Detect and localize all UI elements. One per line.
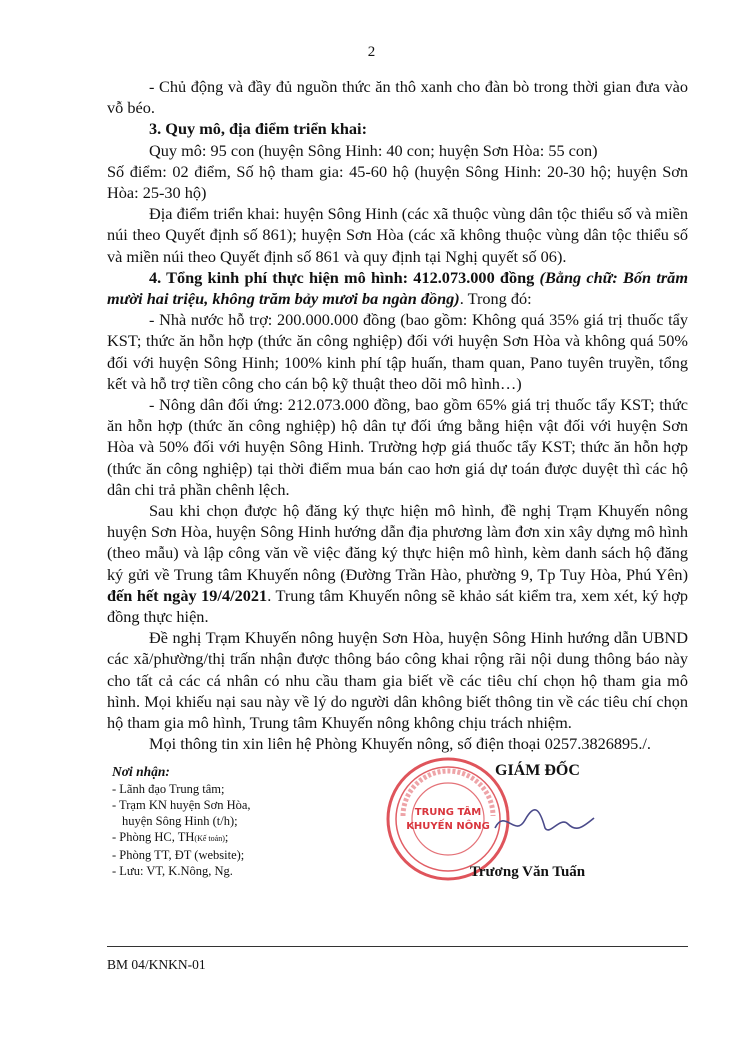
footer-divider [107, 946, 688, 947]
seal-text-line: TRUNG TÂM [414, 807, 482, 818]
heading-italic-text: (Bằng chữ: Bốn trăm mười hai triệu, không trăm bảy mươi ba ngàn đồng) [107, 267, 688, 309]
paragraph: Mọi thông tin xin liên hệ Phòng Khuyến nông, số điện thoại 0257.3826895./. [149, 734, 651, 754]
signer-name: Trương Văn Tuấn [470, 864, 586, 880]
section-heading [107, 267, 688, 309]
paragraph-text: . Trung tâm Khuyến nông sẽ khảo sát kiểm tra, xem xét, ký hợp đồng thực hiện. [107, 585, 689, 627]
recipient-item: - Trạm KN huyện Sơn Hòa, [112, 798, 251, 812]
recipient-tail: ; [224, 830, 229, 844]
recipient-item: - Lưu: VT, K.Nông, Ng. [112, 864, 233, 878]
paragraph: - Chủ động và đầy đủ nguồn thức ăn thô xanh cho đàn bò trong thời gian đưa vào vỗ béo. [107, 77, 688, 118]
paragraph [107, 500, 688, 627]
page-number: 2 [367, 44, 376, 60]
paragraph: Đề nghị Trạm Khuyến nông huyện Sơn Hòa, huyện Sông Hinh hướng dẫn UBND các xã/phường/thị trấn nhận được thông báo công khai rộng rãi nội dung thông báo này cho tất cả các cá nhân có nhu cầu tham gia biết về các tiêu chí chọn hộ tham gia mô hình. Mọi khiếu nại sau này về lý do người dân không biết thông tin về các tiêu chí chọn hộ tham gia mô hình, Trung tâm Khuyến nông không chịu trách nhiệm. [107, 628, 688, 733]
document-body [107, 76, 688, 755]
form-code: BM 04/KNKN-01 [107, 957, 206, 972]
paragraph: - Nông dân đối ứng: 212.073.000 đồng, bao gồm 65% giá trị thuốc tẩy KST; thức ăn hỗn hợp (thức ăn công nghiệp) hộ dân tự đối ứng bằng hiện vật đối với huyện Sơn Hòa và 50% đối với huyện Sông Hinh. Trường hợp giá thuốc tẩy KST; thức ăn hỗn hợp (thức ăn công nghiệp) tại thời điểm mua bán cao hơn giá dự toán được duyệt thì các hộ dân chi trả phần chênh lệch. [107, 395, 688, 499]
seal-text-line: KHUYẾN NÔNG [406, 821, 490, 832]
heading-tail: . Trong đó: [459, 289, 532, 309]
handwritten-signature-icon [490, 798, 600, 848]
signature-block [395, 758, 635, 888]
recipient-item: huyện Sông Hinh (t/h); [122, 814, 238, 828]
paragraph: - Nhà nước hỗ trợ: 200.000.000 đồng (bao gồm: Không quá 35% giá trị thuốc tẩy KST; thức ăn hỗn hợp (thức ăn công nghiệp) đối với huyện Sơn Hòa và không quá 50% đối với huyện Sông Hinh; 100% kinh phí tập huấn, tham quan, Pano tuyên truyền, tổng kết và hỗ trợ tiền công cho cán bộ kỹ thuật theo dõi mô hình…) [107, 310, 688, 393]
recipients-block [112, 764, 342, 879]
signer-title: GIÁM ĐỐC [495, 762, 580, 779]
recipient-subscript: (Kế toán) [194, 834, 225, 843]
paragraph: Địa điểm triển khai: huyện Sông Hinh (các xã thuộc vùng dân tộc thiểu số và miền núi theo Quyết định số 861); huyện Sơn Hòa (các xã không thuộc vùng dân tộc thiểu số và miền núi theo Quyết định số 861 và quy định tại Nghị quyết số 06). [107, 204, 688, 266]
recipient-text: - Phòng HC, TH [112, 830, 195, 844]
recipients-title: Nơi nhận: [112, 764, 170, 779]
recipient-item [112, 829, 342, 847]
deadline-text: đến hết ngày 19/4/2021 [107, 585, 268, 605]
paragraph: Quy mô: 95 con (huyện Sông Hinh: 40 con; huyện Sơn Hòa: 55 con) [149, 140, 598, 160]
heading-text: 4. Tổng kinh phí thực hiện mô hình: 412.073.000 đồng [149, 267, 535, 287]
paragraph: Số điểm: 02 điểm, Số hộ tham gia: 45-60 hộ (huyện Sông Hinh: 20-30 hộ; huyện Sơn Hòa: 25-30 hộ) [107, 161, 688, 203]
section-heading: 3. Quy mô, địa điểm triển khai: [149, 119, 368, 139]
recipient-item: - Lãnh đạo Trung tâm; [112, 782, 225, 796]
paragraph-text: Sau khi chọn được hộ đăng ký thực hiện mô hình, đề nghị Trạm Khuyến nông huyện Sơn Hòa, huyện Sông Hinh hướng dẫn địa phương làm đơn xin xây dựng mô hình (theo mẫu) và lập công văn về việc đăng ký thực hiện mô hình, kèm danh sách hộ đăng ký gửi về Trung tâm Khuyến nông (Đường Trần Hào, phường 9, Tp Tuy Hòa, Phú Yên) [107, 501, 688, 584]
recipient-item: - Phòng TT, ĐT (website); [112, 848, 245, 862]
